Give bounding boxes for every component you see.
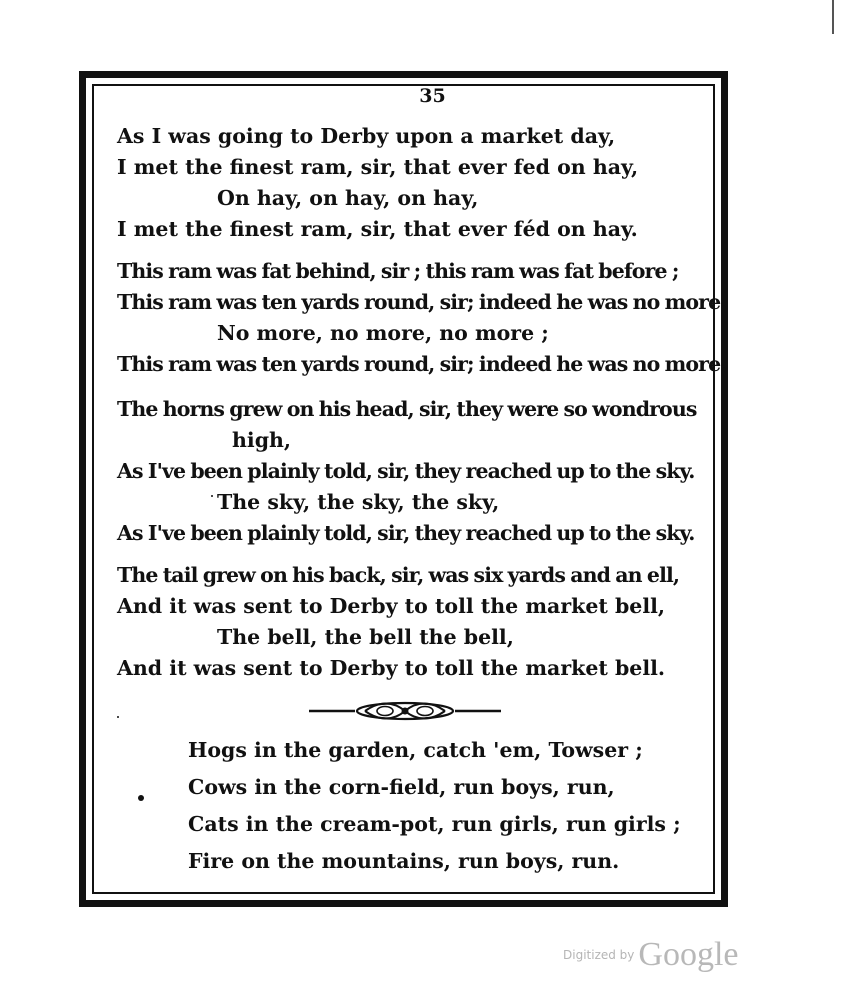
- page-edge-line: [832, 0, 834, 34]
- verse-line: As I was going to Derby upon a market day,: [117, 124, 616, 148]
- ink-speck: [117, 716, 119, 718]
- stanza-1: [117, 121, 717, 245]
- verse-line: I met the finest ram, sir, that ever féd on hay.: [117, 217, 638, 241]
- verse-line: The tail grew on his back, sir, was six yards and an ell,: [117, 563, 680, 587]
- digitized-label: Digitized by: [563, 948, 635, 962]
- page-number: 35: [419, 85, 446, 107]
- rhyme-line: Hogs in the garden, catch 'em, Towser ;: [188, 738, 643, 762]
- ink-speck: [211, 495, 213, 497]
- verse-refrain-line: On hay, on hay, on hay,: [217, 186, 479, 210]
- nursery-rhyme: [188, 732, 681, 880]
- verse-refrain-line: No more, no more, no more ;: [217, 321, 549, 345]
- verse-line: This ram was ten yards round, sir; indeed he was no more.: [117, 352, 727, 376]
- google-logo: Google: [638, 936, 739, 973]
- verse-line: As I've been plainly told, sir, they reached up to the sky.: [117, 459, 695, 483]
- ornament-divider: [309, 699, 501, 723]
- verse-refrain-line: The bell, the bell the bell,: [217, 625, 514, 649]
- verse-line: And it was sent to Derby to toll the market bell,: [117, 594, 666, 618]
- verse-refrain-line: The sky, the sky, the sky,: [217, 490, 500, 514]
- stanza-2: [117, 256, 727, 380]
- digitized-watermark: [563, 936, 739, 974]
- verse-line: This ram was fat behind, sir ; this ram was fat before ;: [117, 259, 679, 283]
- ink-speck: [138, 795, 144, 801]
- verse-line: As I've been plainly told, sir, they reached up to the sky.: [117, 521, 695, 545]
- verse-line-continuation: high,: [232, 428, 292, 452]
- verse-line: This ram was ten yards round, sir; indeed he was no more.: [117, 290, 727, 314]
- verse-line: I met the finest ram, sir, that ever fed on hay,: [117, 155, 639, 179]
- stanza-3: [117, 394, 717, 549]
- verse-line: And it was sent to Derby to toll the market bell.: [117, 656, 666, 680]
- verse-line: The horns grew on his head, sir, they were so wondrous: [117, 397, 697, 421]
- rhyme-line: Fire on the mountains, run boys, run.: [188, 849, 620, 873]
- rhyme-line: Cats in the cream-pot, run girls, run girls ;: [188, 812, 681, 836]
- rhyme-line: Cows in the corn-field, run boys, run,: [188, 775, 615, 799]
- stanza-4: [117, 560, 717, 684]
